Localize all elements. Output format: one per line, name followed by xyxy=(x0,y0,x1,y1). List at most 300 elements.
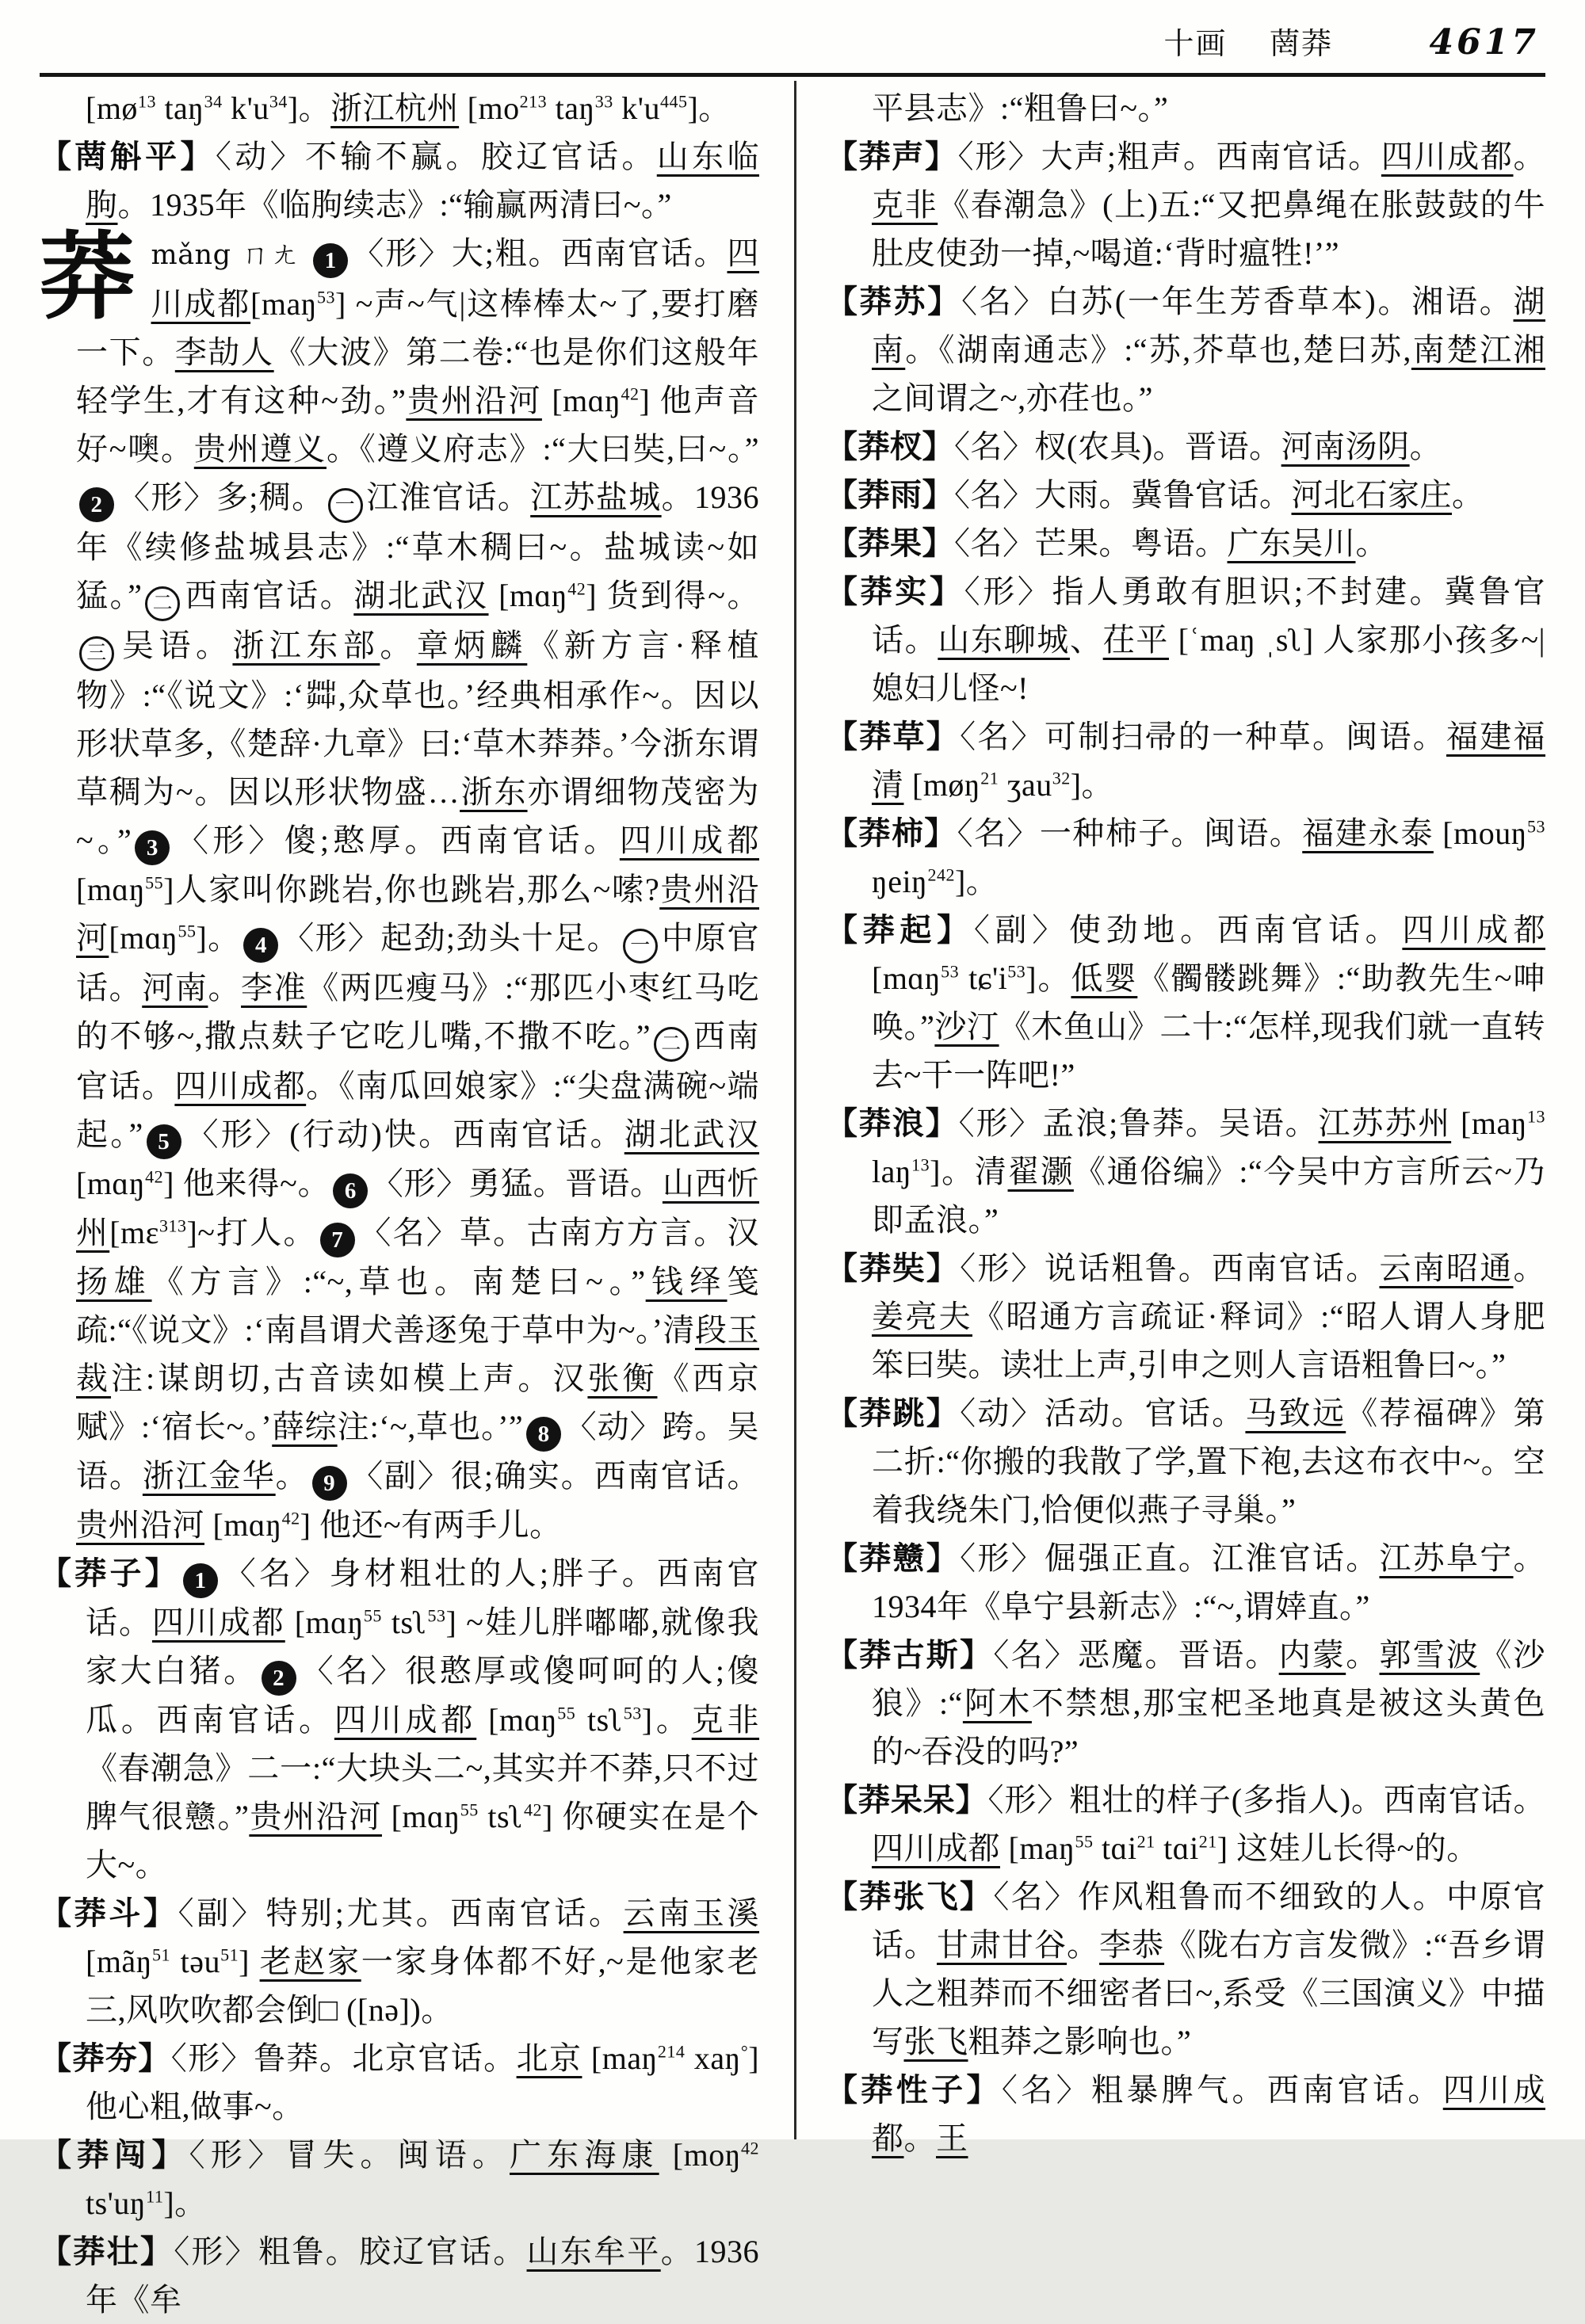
text-run: 《西京赋》:‘宿长~。’ xyxy=(76,1360,760,1444)
text-run: 〈形〉说话粗鲁。西南官话。 xyxy=(960,1250,1380,1286)
text-run: 。 xyxy=(1513,139,1546,174)
tone-superscript: 42 xyxy=(281,1508,300,1528)
entry-headword: 【莽壮】 xyxy=(40,2234,174,2269)
entry-headword: 【莽戆】 xyxy=(826,1540,961,1576)
entry-headword: 【莽声】 xyxy=(826,139,958,174)
proper-noun-underlined: 贵州沿河 xyxy=(76,1507,204,1543)
text-run: 《陇右方言发微》:“吾乡谓人之粗莽而不细密者曰~,系受《三国演义》中描写 xyxy=(872,1927,1546,2059)
text-run: ] 货到得~。 xyxy=(586,578,759,613)
tone-superscript: 445 xyxy=(659,91,688,112)
entry-headword: 【莽柿】 xyxy=(826,815,957,851)
text-run: [maŋ xyxy=(250,286,318,322)
proper-noun-underlined: 南楚江湘 xyxy=(1411,332,1546,368)
text-run: [mɑŋ xyxy=(285,1605,364,1640)
tone-superscript: 13 xyxy=(137,91,156,112)
text-run: 〈动〉活动。官话。 xyxy=(960,1395,1246,1431)
tone-superscript: 55 xyxy=(145,872,164,893)
subsense-number-badge: 一 xyxy=(623,929,658,964)
text-run: [mɑŋ xyxy=(76,1166,146,1201)
text-run: ]~打人。 xyxy=(186,1215,317,1250)
proper-noun-underlined: 山东临朐 xyxy=(86,139,759,223)
sense-number-badge: 1 xyxy=(313,243,348,278)
proper-noun-underlined: 江苏苏州 xyxy=(1318,1105,1452,1141)
text-run: 。《遵义府志》:“大曰奘,曰~。” xyxy=(326,431,760,467)
text-run: 〈形〉傻;憨厚。西南官话。 xyxy=(173,822,620,858)
tone-superscript: 34 xyxy=(204,91,223,112)
pinyin-zhuyin: mǎng ㄇㄤ xyxy=(151,239,311,271)
dict-entry xyxy=(826,519,1545,567)
text-run: 。《南瓜回娘家》:“尖盘满碗~端起。” xyxy=(76,1068,760,1152)
dict-entry xyxy=(826,2066,1545,2162)
dict-entry xyxy=(826,132,1545,277)
proper-noun-underlined: 低婴 xyxy=(1071,960,1138,996)
text-run: 〈名〉作风粗鲁而不细致的人。中原官话。 xyxy=(872,1879,1546,1963)
sense-number-badge: 3 xyxy=(135,830,170,865)
tone-superscript: 242 xyxy=(927,864,955,885)
text-run: [ʿmaŋ ˌsʅ] 人家那小孩多~|媳妇儿怪~! xyxy=(872,622,1546,706)
proper-noun-underlined: 浙江东部 xyxy=(232,628,380,663)
text-run: ] 他来得~。 xyxy=(163,1166,330,1201)
entry-headword: 【莽果】 xyxy=(826,525,954,561)
text-run: [mɑŋ xyxy=(541,383,621,418)
dict-entry xyxy=(826,1631,1545,1776)
tone-superscript: 32 xyxy=(1052,768,1071,788)
tone-superscript: 53 xyxy=(317,287,336,307)
proper-noun-underlined: 茌平 xyxy=(1102,622,1169,658)
dict-entry xyxy=(40,2131,759,2227)
proper-noun-underlined: 四川成都 xyxy=(872,2072,1545,2156)
sense-number-badge: 7 xyxy=(320,1223,355,1257)
proper-noun-underlined: 贵州遵义 xyxy=(193,431,327,467)
tone-superscript: 55 xyxy=(460,1799,479,1820)
entry-headword: 【莽斗】 xyxy=(40,1895,178,1931)
text-run: 《髑髅跳舞》:“助教先生~呻唤。” xyxy=(872,960,1546,1044)
proper-noun-underlined: 四川成都 xyxy=(334,1702,477,1738)
entry-headword: 【莽草】 xyxy=(826,719,961,754)
dict-entry xyxy=(826,906,1545,1099)
proper-noun-underlined: 浙江金华 xyxy=(142,1458,276,1494)
dict-entry xyxy=(826,1389,1545,1534)
proper-noun-underlined: 张衡 xyxy=(587,1360,658,1396)
entry-headword: 【莽杈】 xyxy=(826,429,954,464)
text-run: 〈形〉鲁莽。北京官话。 xyxy=(170,2040,517,2076)
proper-noun-underlined: 河北石家庄 xyxy=(1291,477,1452,513)
column-divider xyxy=(794,81,796,2139)
proper-noun-underlined: 老赵家 xyxy=(259,1944,361,1979)
text-run: 。1936年《续修盐城县志》:“草木稠曰~。盐城读~如猛。” xyxy=(76,479,760,613)
tone-superscript: 55 xyxy=(178,921,197,941)
entry-headword: 【莽古斯】 xyxy=(826,1637,994,1673)
text-run: 〈形〉勇猛。晋语。 xyxy=(371,1166,663,1201)
text-run: 《新方言·释植物》:“《说文》:‘茻,众草也。’经典相承作~。因以形状草多,《楚辞·九章》曰:‘草木莽莽。’今浙东谓草稠为~。因以形状物盛… xyxy=(76,628,760,810)
proper-noun-underlined: 云南玉溪 xyxy=(623,1895,760,1931)
text-run: 亦谓细物茂密为~。” xyxy=(76,774,760,858)
proper-noun-underlined: 河南汤阴 xyxy=(1281,429,1410,464)
text-run: 〈名〉大雨。冀鲁官话。 xyxy=(954,477,1292,513)
tone-superscript: 13 xyxy=(1527,1106,1546,1127)
proper-noun-underlined: 阿木 xyxy=(962,1685,1032,1721)
continuation-paragraph xyxy=(40,84,759,132)
text-run: [mo xyxy=(459,90,520,126)
header-rule xyxy=(40,73,1545,77)
dict-entry xyxy=(40,2227,759,2324)
tone-superscript: ° xyxy=(740,2041,749,2062)
tone-superscript: 11 xyxy=(146,2186,164,2207)
text-run: [maŋ xyxy=(1000,1830,1075,1866)
text-run: 〈形〉大;粗。西南官话。 xyxy=(351,235,728,271)
text-run: 。 xyxy=(1067,1927,1100,1963)
text-run: 〈名〉杈(农具)。晋语。 xyxy=(954,429,1281,464)
proper-noun-underlined: 扬雄 xyxy=(76,1264,152,1299)
text-run: [mø xyxy=(86,90,138,126)
tone-superscript: 42 xyxy=(741,2138,760,2158)
text-run: ] xyxy=(239,1944,260,1979)
text-run: ]。 xyxy=(1070,767,1114,803)
dict-entry xyxy=(826,471,1545,519)
text-run: 〈副〉使劲地。西南官话。 xyxy=(973,912,1403,948)
text-run: 〈形〉冒失。闽语。 xyxy=(189,2137,510,2173)
proper-noun-underlined: 李劼人 xyxy=(174,334,274,370)
sense-number-badge: 6 xyxy=(333,1173,368,1208)
proper-noun-underlined: 四川成都 xyxy=(174,1068,307,1104)
right-column xyxy=(826,84,1546,2156)
text-run: 〈形〉多;稠。 xyxy=(117,479,325,515)
text-run: 〈形〉大声;粗声。西南官话。 xyxy=(957,139,1381,174)
text-run: k'u xyxy=(613,90,660,126)
proper-noun-underlined: 江苏阜宁 xyxy=(1379,1540,1514,1576)
text-run: 笺疏:“《说文》:‘南昌谓犬善逐兔于草中为~。’清 xyxy=(76,1264,760,1348)
text-run: 。 xyxy=(1513,1250,1546,1286)
tone-superscript: 21 xyxy=(1198,1831,1217,1852)
proper-noun-underlined: 山东牟平 xyxy=(526,2234,661,2269)
tone-superscript: 53 xyxy=(1007,961,1026,982)
sense-number-badge: 1 xyxy=(183,1563,218,1598)
entry-headword: 【莽浪】 xyxy=(826,1105,959,1141)
tone-superscript: 33 xyxy=(594,91,613,112)
text-run: 〈名〉草。古南方方言。汉 xyxy=(357,1215,760,1250)
text-run: 。 xyxy=(1355,525,1388,561)
text-run: 。《湖南通志》:“苏,芥草也,楚曰苏, xyxy=(905,332,1411,368)
proper-noun-underlined: 甘肃甘谷 xyxy=(937,1927,1067,1963)
header-characters: 菵莽 xyxy=(1270,28,1334,61)
text-run: 〈名〉芒果。粤语。 xyxy=(954,525,1228,561)
tone-superscript: 42 xyxy=(523,1799,542,1820)
proper-noun-underlined: 钱绎 xyxy=(645,1264,728,1299)
text-run: ] 这娃儿长得~的。 xyxy=(1216,1830,1479,1866)
proper-noun-underlined: 福建永泰 xyxy=(1302,815,1434,851)
text-run: 〈形〉倔强正直。江淮官话。 xyxy=(960,1540,1380,1576)
text-run: [møŋ xyxy=(903,767,981,803)
sense-number-badge: 2 xyxy=(79,487,114,522)
proper-noun-underlined: 贵州沿河 xyxy=(406,383,542,418)
text-run: taŋ xyxy=(155,90,204,126)
text-run: xaŋ xyxy=(685,2040,741,2076)
tone-superscript: 42 xyxy=(567,578,586,599)
text-run: 《两匹瘦马》:“那匹小枣红马吃的不够~,撒点麸子它吃儿嘴,不撒不吃。” xyxy=(76,970,760,1054)
text-run: 〈动〉跨。吴语。 xyxy=(76,1409,759,1494)
text-run: 〈名〉白苏(一年生芳香草本)。湘语。 xyxy=(961,284,1514,319)
text-run: ] 你硬实在是个大~。 xyxy=(86,1799,760,1883)
text-run: 中原官话。 xyxy=(76,920,759,1006)
sense-number-badge: 5 xyxy=(147,1124,181,1159)
proper-noun-underlined: 四川成都 xyxy=(151,1605,285,1640)
text-run: [maŋ xyxy=(582,2040,658,2076)
proper-noun-underlined: 广东海康 xyxy=(510,2137,659,2173)
text-run: 不禁想,那宝杷圣地真是被这头黄色的~吞没的吗?” xyxy=(872,1685,1546,1769)
text-run: 。1934年《阜宁县新志》:“~,谓婞直。” xyxy=(872,1540,1546,1624)
proper-noun-underlined: 河南 xyxy=(142,970,208,1006)
dict-entry xyxy=(826,809,1545,906)
proper-noun-underlined: 姜亮夫 xyxy=(872,1299,973,1334)
headword-character: 莽 xyxy=(40,225,136,330)
text-run: laŋ xyxy=(872,1154,912,1189)
text-run: 西南官话。 xyxy=(76,1018,759,1104)
tone-superscript: 214 xyxy=(657,2041,686,2062)
text-run: 。1936年《牟 xyxy=(86,2234,760,2318)
tone-superscript: 21 xyxy=(1136,1831,1155,1852)
tone-superscript: 213 xyxy=(519,91,548,112)
tone-superscript: 21 xyxy=(980,768,999,788)
dict-entry xyxy=(826,422,1545,471)
dict-entry xyxy=(40,1889,759,2034)
text-run: 《春潮急》(上)五:“又把鼻绳在胀鼓鼓的牛肚皮使劲一掉,~喝道:‘背时瘟牲!’” xyxy=(872,187,1546,271)
sense-number-badge: 9 xyxy=(312,1466,347,1501)
dict-entry xyxy=(826,1872,1545,2066)
text-run: tɑi xyxy=(1093,1830,1137,1866)
proper-noun-underlined: 山西忻州 xyxy=(76,1166,760,1250)
proper-noun-underlined: 马致远 xyxy=(1245,1395,1346,1431)
text-run: 。 xyxy=(275,1458,309,1494)
text-run: tɑi xyxy=(1155,1830,1199,1866)
tone-superscript: 55 xyxy=(1075,1831,1094,1852)
entry-headword: 【莽闯】 xyxy=(40,2137,189,2173)
text-run: [moŋ xyxy=(659,2137,742,2173)
proper-noun-underlined: 内蒙 xyxy=(1278,1637,1346,1673)
dict-entry xyxy=(826,1244,1545,1389)
proper-noun-underlined: 贵州沿河 xyxy=(249,1799,382,1834)
entry-headword: 【莽雨】 xyxy=(826,477,954,513)
proper-noun-underlined: 浙东 xyxy=(460,774,528,810)
text-run: 粗莽之影响也。” xyxy=(968,2024,1192,2059)
proper-noun-underlined: 福建福清 xyxy=(872,719,1546,803)
text-run: ] ~娃儿胖嘟嘟,就像我家大白猪。 xyxy=(86,1605,760,1689)
text-run: ʒau xyxy=(999,767,1052,803)
proper-noun-underlined: 北京 xyxy=(516,2040,582,2076)
dict-entry xyxy=(40,2034,759,2131)
text-run: ]。 xyxy=(1025,960,1071,996)
dict-entry xyxy=(826,1099,1545,1244)
text-run: 〈动〉不输不赢。胶辽官话。 xyxy=(215,139,657,174)
tone-superscript: 42 xyxy=(145,1166,164,1187)
dict-entry xyxy=(826,277,1545,422)
text-run: 〈名〉一种柿子。闽语。 xyxy=(957,815,1303,851)
proper-noun-underlined: 云南昭通 xyxy=(1379,1250,1514,1286)
proper-noun-underlined: 李恭 xyxy=(1099,1927,1165,1963)
tone-superscript: 51 xyxy=(220,1944,239,1965)
text-run: təu xyxy=(170,1944,221,1979)
proper-noun-underlined: 江苏盐城 xyxy=(530,479,662,515)
tone-superscript: 42 xyxy=(621,384,640,404)
proper-noun-underlined: 沙汀 xyxy=(934,1009,999,1044)
text-run: 〈名〉粗暴脾气。西南官话。 xyxy=(1001,2072,1443,2108)
text-run: 。 xyxy=(380,628,417,663)
text-run: ]。清 xyxy=(930,1154,1008,1189)
subsense-number-badge: 三 xyxy=(79,636,114,671)
tone-superscript: 53 xyxy=(1527,816,1546,837)
tone-superscript: 13 xyxy=(911,1154,930,1175)
text-run: ŋeiŋ xyxy=(872,864,928,899)
sense-number-badge: 4 xyxy=(243,928,278,963)
text-run: 〈形〉(行动)快。西南官话。 xyxy=(184,1116,624,1152)
text-run: 江淮官话。 xyxy=(365,479,531,515)
text-run: 一家身体都不好,~是他家老三,风吹吹都会倒□ ([nə])。 xyxy=(86,1944,760,2028)
text-run: ] 他声音好~噢。 xyxy=(76,383,759,467)
tone-superscript: 55 xyxy=(557,1703,576,1723)
proper-noun-underlined: 四川成都 xyxy=(619,822,759,858)
text-run: 吴语。 xyxy=(117,628,233,663)
text-run: ]。 xyxy=(196,920,241,956)
dict-entry xyxy=(826,712,1545,809)
text-run: ] ~声~气|这棒棒太~了,要打磨一下。 xyxy=(76,286,760,370)
text-run: 。1935年《临朐续志》:“输赢两清曰~。” xyxy=(117,187,672,223)
text-run: 《方言》:“~,草也。南楚曰~。” xyxy=(151,1264,646,1299)
text-run: 《昭通方言疏证·释词》:“昭人谓人身肥笨曰奘。读壮上声,引申之则人言语粗鲁曰~。” xyxy=(872,1299,1546,1383)
entry-headword: 【莽跳】 xyxy=(826,1395,961,1431)
text-run: 《大波》第二卷:“也是你们这般年轻学生,才有这种~劲。” xyxy=(76,334,760,418)
proper-noun-underlined: 湖南 xyxy=(872,284,1546,368)
text-run: k'u xyxy=(222,90,269,126)
proper-noun-underlined: 章炳麟 xyxy=(416,628,528,663)
text-run: 、 xyxy=(1069,622,1103,658)
text-run: [maŋ xyxy=(1451,1105,1528,1141)
proper-noun-underlined: 段玉裁 xyxy=(76,1312,760,1396)
proper-noun-underlined: 浙江杭州 xyxy=(330,90,460,126)
stroke-section-label: 十画 xyxy=(1163,28,1228,61)
subsense-number-badge: 二 xyxy=(145,586,180,621)
text-run: 平县志》:“粗鲁曰~。” xyxy=(872,90,1169,126)
text-run: 〈副〉很;确实。西南官话。 xyxy=(349,1458,760,1494)
left-column xyxy=(40,84,760,2318)
entry-headword: 【莽起】 xyxy=(826,912,974,948)
text-run: 之间谓之~,亦荏也。” xyxy=(872,380,1153,416)
entry-headword: 【莽呆呆】 xyxy=(826,1782,988,1818)
proper-noun-underlined: 王 xyxy=(936,2120,968,2156)
text-run: [mɑŋ xyxy=(381,1799,460,1834)
text-run: tɕ'i xyxy=(959,960,1008,996)
dict-entry xyxy=(826,1534,1545,1631)
continuation-paragraph xyxy=(826,84,1545,132)
text-run: 。 xyxy=(1409,429,1442,464)
entry-headword: 【莽夯】 xyxy=(40,2040,171,2076)
text-run: 〈名〉可制扫帚的一种草。闽语。 xyxy=(960,719,1446,754)
proper-noun-underlined: 薛综 xyxy=(272,1409,338,1444)
entry-headword: 【莽性子】 xyxy=(826,2072,1002,2108)
text-run: 〈形〉粗壮的样子(多指人)。西南官话。 xyxy=(987,1782,1546,1818)
text-run: 《通俗编》:“今吴中方言所云~乃即孟浪。” xyxy=(872,1154,1545,1238)
text-run: 〈名〉恶魔。晋语。 xyxy=(993,1637,1279,1673)
proper-noun-underlined: 湖北武汉 xyxy=(353,578,489,613)
subsense-number-badge: 一 xyxy=(328,488,363,523)
entry-headword: 【莽苏】 xyxy=(826,284,962,319)
tone-superscript: 53 xyxy=(427,1605,446,1626)
text-run: 〈副〉特别;尤其。西南官话。 xyxy=(178,1895,624,1931)
text-run: ]。 xyxy=(641,1702,692,1738)
text-run: [mɑŋ xyxy=(76,872,146,907)
page-number: 4617 xyxy=(1429,22,1539,63)
entry-headword: 【莽张飞】 xyxy=(826,1879,994,1914)
text-run: 《沙狼》:“ xyxy=(872,1637,1546,1721)
proper-noun-underlined: 翟灏 xyxy=(1007,1154,1074,1189)
tone-superscript: 55 xyxy=(363,1605,382,1626)
proper-noun-underlined: 克非 xyxy=(872,187,938,223)
text-run: taŋ xyxy=(547,90,595,126)
text-run: ]。 xyxy=(687,90,731,126)
proper-noun-underlined: 郭雪波 xyxy=(1379,1637,1480,1673)
tone-superscript: 53 xyxy=(623,1703,642,1723)
text-run: tsʅ xyxy=(478,1799,524,1834)
entry-headword: 【莽子】 xyxy=(40,1555,180,1591)
text-run: tsʅ xyxy=(381,1605,428,1640)
running-header xyxy=(0,19,1539,63)
text-run: 〈形〉孟浪;鲁莽。吴语。 xyxy=(958,1105,1319,1141)
subsense-number-badge: 二 xyxy=(654,1027,689,1062)
text-run: 《春潮急》二一:“大块头二~,其实并不莽,只不过脾气很戆。” xyxy=(86,1750,759,1834)
proper-noun-underlined: 广东吴川 xyxy=(1227,525,1356,561)
proper-noun-underlined: 四川成都 xyxy=(872,1830,1000,1866)
text-run: 。 xyxy=(903,2120,936,2156)
character-entry xyxy=(40,225,760,1549)
text-run: 〈名〉很憨厚或傻呵呵的人;傻瓜。西南官话。 xyxy=(86,1653,759,1738)
proper-noun-underlined: 四川成都 xyxy=(1381,139,1514,174)
proper-noun-underlined: 湖北武汉 xyxy=(624,1116,759,1152)
text-run: [mɑŋ xyxy=(872,960,941,996)
sense-number-badge: 8 xyxy=(526,1417,561,1452)
text-run: 〈形〉粗鲁。胶辽官话。 xyxy=(174,2234,527,2269)
proper-noun-underlined: 四川成都 xyxy=(1402,912,1546,948)
text-run: ] 他还~有两手儿。 xyxy=(300,1507,562,1543)
tone-superscript: 34 xyxy=(269,91,288,112)
text-run: 〈形〉指人勇敢有胆识;不封建。冀鲁官话。 xyxy=(872,574,1546,658)
text-run: tsʅ xyxy=(575,1702,624,1738)
tone-superscript: 51 xyxy=(151,1944,170,1965)
dict-entry xyxy=(40,132,759,229)
text-run: ]。 xyxy=(163,2185,207,2221)
text-run: [mɑŋ xyxy=(109,920,178,956)
text-run: ]人家叫你跳岩,你也跳岩,那么~嗦? xyxy=(163,872,660,907)
text-run: [mɑŋ xyxy=(476,1702,558,1738)
text-run: 西南官话。 xyxy=(183,578,354,613)
text-run: 《木鱼山》二十:“怎样,现我们就一直转去~干一阵吧!” xyxy=(872,1009,1545,1093)
proper-noun-underlined: 贵州沿河 xyxy=(76,872,759,956)
proper-noun-underlined: 克非 xyxy=(691,1702,760,1738)
proper-noun-underlined: 李准 xyxy=(241,970,307,1006)
dict-entry xyxy=(826,1776,1545,1872)
text-run: [mãŋ xyxy=(86,1944,152,1979)
text-run: 〈形〉起劲;劲头十足。 xyxy=(281,920,621,956)
text-run: [mε xyxy=(109,1215,159,1250)
text-run: [mɑŋ xyxy=(204,1507,282,1543)
tone-superscript: 53 xyxy=(941,961,960,982)
proper-noun-underlined: 四川成都 xyxy=(151,235,759,322)
proper-noun-underlined: 张飞 xyxy=(903,2024,968,2059)
text-run: ]。 xyxy=(954,864,999,899)
text-run: 〈名〉身材粗壮的人;胖子。西南官话。 xyxy=(86,1555,759,1640)
text-run: 。 xyxy=(1346,1637,1380,1673)
dict-entry xyxy=(40,1549,759,1889)
text-run: [mouŋ xyxy=(1433,815,1528,851)
text-run: 。 xyxy=(208,970,242,1006)
entry-headword: 【莽实】 xyxy=(826,574,964,609)
